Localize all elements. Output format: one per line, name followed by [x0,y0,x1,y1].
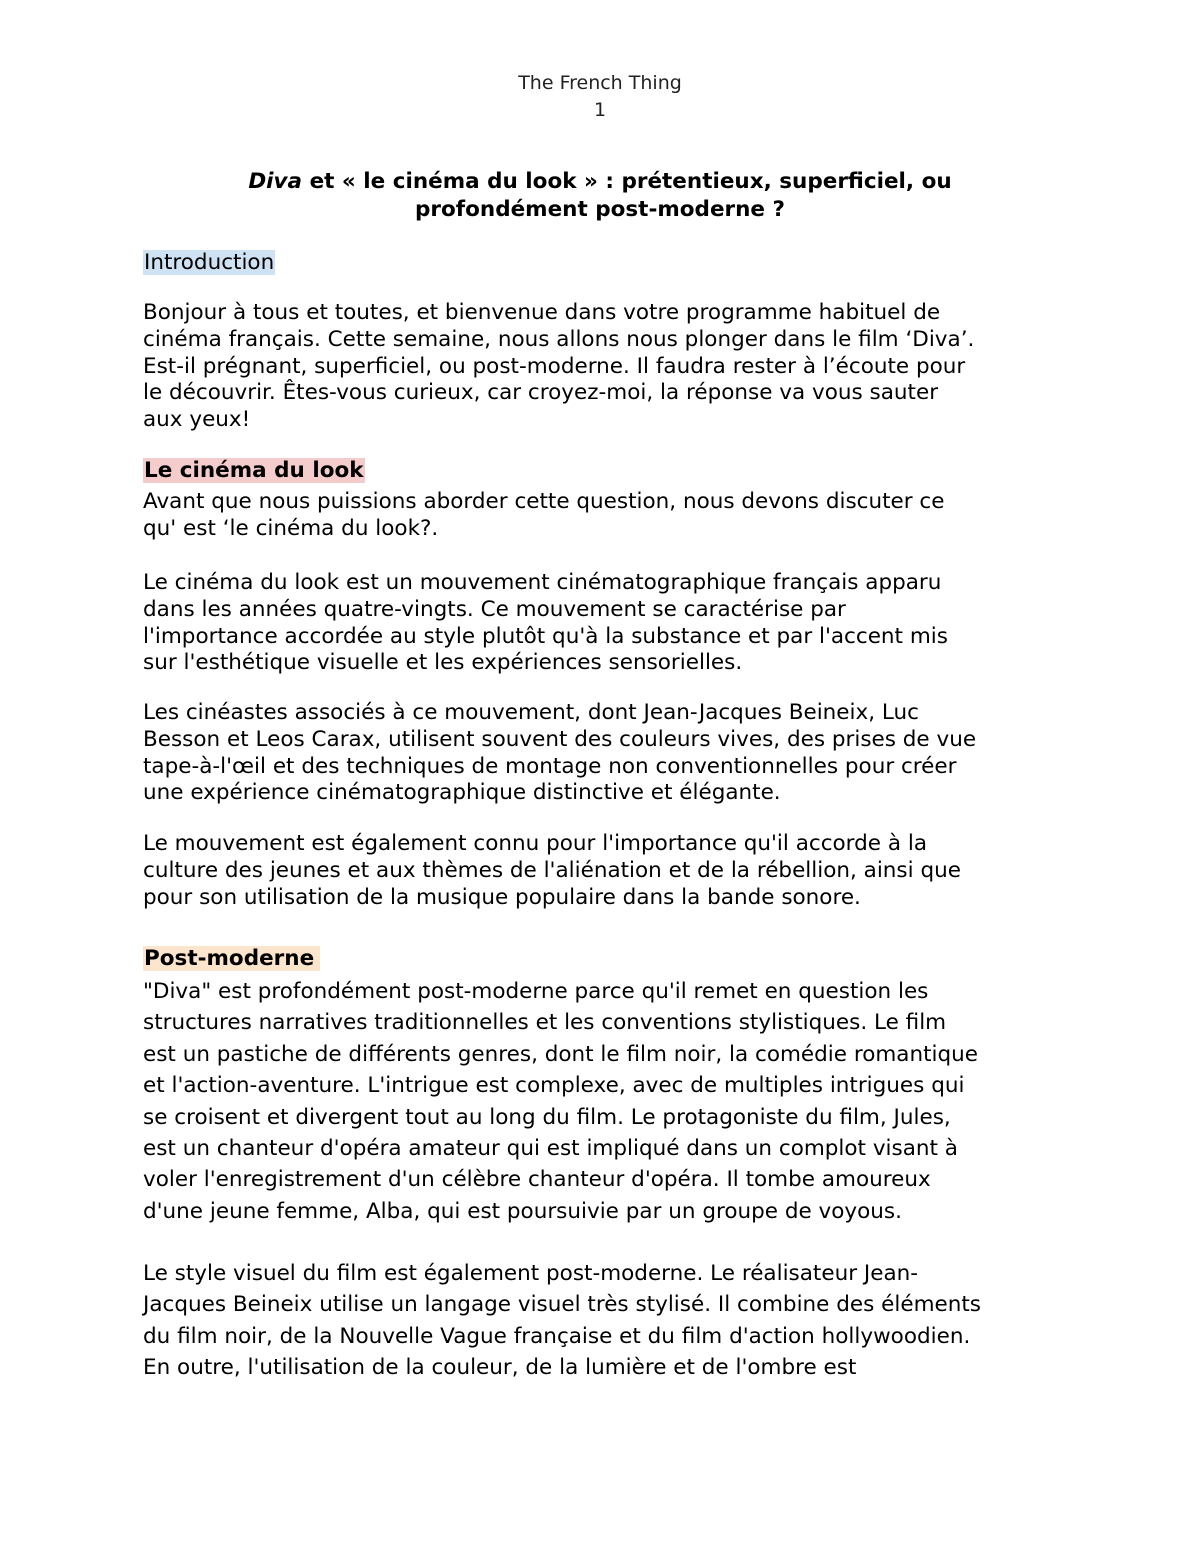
text-line: Bonjour à tous et toutes, et bienvenue dans votre programme habituel de [143,300,941,325]
text-line: "Diva" est profondément post-moderne parce qu'il remet en question les [143,979,929,1004]
text-line: Le style visuel du film est également post-moderne. Le réalisateur Jean- [143,1261,919,1286]
text-line: culture des jeunes et aux thèmes de l'aliénation et de la rébellion, ainsi que [143,857,961,883]
title-line-1 [143,168,1057,196]
cinema-du-look-heading-text: Le cinéma du look [144,458,364,483]
text-line: et l'action-aventure. L'intrigue est complexe, avec de multiples intrigues qui [143,1073,965,1099]
cinema-du-look-paragraph-2 [143,700,1063,807]
text-line: sur l'esthétique visuelle et les expériences sensorielles. [143,650,743,676]
text-line: tape-à-l'œil et des techniques de montage non conventionnelles pour créer [143,753,957,779]
text-line: dans les années quatre-vingts. Ce mouvement se caractérise par [143,596,846,622]
text-line: cinéma français. Cette semaine, nous allons nous plonger dans le film ‘Diva’. [143,326,975,352]
post-moderne-heading [143,946,1063,973]
running-title: The French Thing [518,72,682,94]
text-line: Les cinéastes associés à ce mouvement, dont Jean-Jacques Beineix, Luc [143,700,919,725]
text-line: structures narratives traditionnelles et les conventions stylistiques. Le film [143,1010,947,1036]
cinema-du-look-paragraph-1 [143,570,1063,677]
document-title [143,168,1057,224]
text-line: aux yeux! [143,407,251,433]
introduction-heading [143,250,1063,277]
text-line: pour son utilisation de la musique populaire dans la bande sonore. [143,884,861,910]
text-line: En outre, l'utilisation de la couleur, de la lumière et de l'ombre est [143,1355,857,1381]
text-line: voler l'enregistrement d'un célèbre chanteur d'opéra. Il tombe amoureux [143,1167,931,1193]
text-line: du film noir, de la Nouvelle Vague française et du film d'action hollywoodien. [143,1323,971,1349]
text-line: l'importance accordée au style plutôt qu'à la substance et par l'accent mis [143,623,948,649]
title-italic: Diva [248,169,303,194]
text-line: est un chanteur d'opéra amateur qui est impliqué dans un complot visant à [143,1136,958,1162]
post-moderne-paragraph-2 [143,1258,1063,1384]
text-line: le découvrir. Êtes-vous curieux, car croyez-moi, la réponse va vous sauter [143,380,939,406]
text-line: Le mouvement est également connu pour l'importance qu'il accorde à la [143,831,928,856]
cinema-du-look-intro [143,489,1063,543]
text-line: se croisent et divergent tout au long du film. Le protagoniste du film, Jules, [143,1104,951,1130]
text-line: Est-il prégnant, superficiel, ou post-moderne. Il faudra rester à l’écoute pour [143,353,966,379]
post-moderne-heading-text: Post-moderne [143,946,320,971]
title-line-2: profondément post-moderne ? [415,197,785,222]
text-line: Le cinéma du look est un mouvement cinématographique français apparu [143,570,942,595]
introduction-heading-text: Introduction [144,250,275,275]
introduction-paragraph [143,300,1063,434]
text-line: une expérience cinématographique distinctive et élégante. [143,780,781,806]
cinema-du-look-paragraph-3 [143,831,1063,911]
page-header [0,70,1200,124]
post-moderne-paragraph-1 [143,976,1063,1227]
text-line: qu' est ‘le cinéma du look?. [143,515,439,541]
cinema-du-look-heading [143,458,1063,485]
title-rest: et « le cinéma du look » : prétentieux, superficiel, ou [302,169,952,194]
text-line: Besson et Leos Carax, utilisent souvent des couleurs vives, des prises de vue [143,726,977,752]
text-line: Jacques Beineix utilise un langage visuel très stylisé. Il combine des éléments [143,1292,982,1318]
text-line: d'une jeune femme, Alba, qui est poursuivie par un groupe de voyous. [143,1198,902,1224]
text-line: est un pastiche de différents genres, dont le film noir, la comédie romantique [143,1041,979,1067]
text-line: Avant que nous puissions aborder cette question, nous devons discuter ce [143,489,945,514]
page-number: 1 [593,99,607,121]
